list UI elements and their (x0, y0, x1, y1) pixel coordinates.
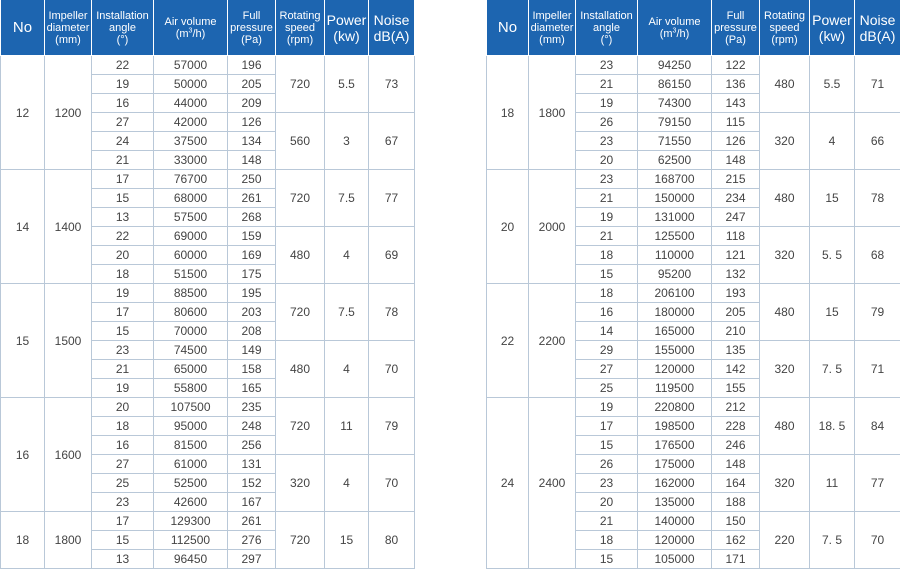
cell-full-pressure: 209 (228, 94, 276, 113)
cell-installation-angle: 20 (92, 398, 154, 417)
cell-installation-angle: 23 (92, 341, 154, 360)
table-row (1, 284, 415, 303)
cell-full-pressure: 167 (228, 493, 276, 512)
cell-noise: 78 (855, 170, 900, 227)
cell-installation-angle: 25 (576, 379, 638, 398)
cell-installation-angle: 23 (576, 132, 638, 151)
cell-full-pressure: 228 (712, 417, 760, 436)
cell-full-pressure: 215 (712, 170, 760, 189)
cell-no: 16 (1, 398, 45, 512)
cell-power: 7. 5 (810, 512, 855, 569)
cell-full-pressure: 159 (228, 227, 276, 246)
cell-full-pressure: 193 (712, 284, 760, 303)
cell-no: 24 (487, 398, 529, 569)
cell-installation-angle: 21 (92, 151, 154, 170)
cell-air-volume: 95000 (154, 417, 228, 436)
cell-power: 18. 5 (810, 398, 855, 455)
header-power: Power (kw) (810, 0, 855, 56)
cell-air-volume: 62500 (638, 151, 712, 170)
cell-impeller-diameter: 2200 (529, 284, 576, 398)
cell-installation-angle: 15 (92, 322, 154, 341)
cell-installation-angle: 27 (92, 113, 154, 132)
cell-full-pressure: 195 (228, 284, 276, 303)
cell-noise: 67 (369, 113, 415, 170)
cell-rotating-speed: 720 (276, 398, 325, 455)
cell-installation-angle: 16 (576, 303, 638, 322)
cell-full-pressure: 148 (712, 151, 760, 170)
cell-full-pressure: 247 (712, 208, 760, 227)
cell-full-pressure: 164 (712, 474, 760, 493)
cell-installation-angle: 26 (576, 455, 638, 474)
cell-full-pressure: 152 (228, 474, 276, 493)
cell-power: 5.5 (325, 56, 369, 113)
cell-air-volume: 86150 (638, 75, 712, 94)
cell-rotating-speed: 320 (760, 455, 810, 512)
cell-rotating-speed: 480 (760, 398, 810, 455)
cell-rotating-speed: 220 (760, 512, 810, 569)
cell-rotating-speed: 320 (276, 455, 325, 512)
cell-installation-angle: 20 (576, 493, 638, 512)
cell-full-pressure: 135 (712, 341, 760, 360)
cell-installation-angle: 17 (92, 170, 154, 189)
cell-impeller-diameter: 1800 (529, 56, 576, 170)
cell-noise: 79 (855, 284, 900, 341)
cell-noise: 68 (855, 227, 900, 284)
cell-installation-angle: 22 (92, 56, 154, 75)
cell-full-pressure: 261 (228, 512, 276, 531)
cell-air-volume: 112500 (154, 531, 228, 550)
cell-installation-angle: 23 (576, 474, 638, 493)
cell-full-pressure: 150 (712, 512, 760, 531)
table-row (487, 170, 900, 189)
cell-air-volume: 51500 (154, 265, 228, 284)
cell-full-pressure: 276 (228, 531, 276, 550)
cell-full-pressure: 155 (712, 379, 760, 398)
cell-rotating-speed: 480 (760, 56, 810, 113)
cell-installation-angle: 21 (576, 512, 638, 531)
cell-rotating-speed: 480 (276, 227, 325, 284)
header-air-volume: Air volume $(m^3/h)$ (154, 0, 228, 56)
header-impeller-diameter: Impeller diameter (mm) (45, 0, 92, 56)
cell-air-volume: 42000 (154, 113, 228, 132)
cell-full-pressure: 250 (228, 170, 276, 189)
cell-air-volume: 94250 (638, 56, 712, 75)
cell-full-pressure: 158 (228, 360, 276, 379)
cell-full-pressure: 126 (712, 132, 760, 151)
cell-installation-angle: 21 (92, 360, 154, 379)
cell-air-volume: 70000 (154, 322, 228, 341)
cell-power: 7. 5 (810, 341, 855, 398)
cell-rotating-speed: 320 (760, 227, 810, 284)
cell-air-volume: 50000 (154, 75, 228, 94)
cell-impeller-diameter: 1200 (45, 56, 92, 170)
cell-power: 5.5 (810, 56, 855, 113)
cell-power: 11 (810, 455, 855, 512)
cell-installation-angle: 18 (576, 246, 638, 265)
cell-power: 15 (325, 512, 369, 569)
cell-installation-angle: 13 (92, 550, 154, 569)
cell-full-pressure: 210 (712, 322, 760, 341)
cell-rotating-speed: 720 (276, 170, 325, 227)
cell-rotating-speed: 320 (760, 113, 810, 170)
header-row (1, 0, 415, 56)
header-power: Power (kw) (325, 0, 369, 56)
cell-air-volume: 140000 (638, 512, 712, 531)
cell-air-volume: 60000 (154, 246, 228, 265)
cell-full-pressure: 248 (228, 417, 276, 436)
cell-full-pressure: 148 (228, 151, 276, 170)
cell-power: 4 (325, 227, 369, 284)
cell-air-volume: 44000 (154, 94, 228, 113)
cell-air-volume: 74500 (154, 341, 228, 360)
cell-installation-angle: 18 (576, 284, 638, 303)
cell-power: 4 (810, 113, 855, 170)
header-impeller-diameter: Impeller diameter (mm) (529, 0, 576, 56)
cell-noise: 70 (855, 512, 900, 569)
cell-air-volume: 57000 (154, 56, 228, 75)
cell-installation-angle: 23 (92, 493, 154, 512)
cell-full-pressure: 212 (712, 398, 760, 417)
cell-air-volume: 37500 (154, 132, 228, 151)
cell-full-pressure: 246 (712, 436, 760, 455)
cell-installation-angle: 29 (576, 341, 638, 360)
cell-air-volume: 125500 (638, 227, 712, 246)
cell-installation-angle: 24 (92, 132, 154, 151)
cell-noise: 80 (369, 512, 415, 569)
cell-full-pressure: 132 (712, 265, 760, 284)
cell-full-pressure: 261 (228, 189, 276, 208)
cell-no: 12 (1, 56, 45, 170)
cell-installation-angle: 16 (92, 436, 154, 455)
header-full-pressure: Full pressure (Pa) (712, 0, 760, 56)
cell-full-pressure: 268 (228, 208, 276, 227)
cell-installation-angle: 20 (92, 246, 154, 265)
cell-air-volume: 42600 (154, 493, 228, 512)
cell-no: 20 (487, 170, 529, 284)
cell-installation-angle: 18 (92, 265, 154, 284)
header-no: No (487, 0, 529, 56)
cell-air-volume: 165000 (638, 322, 712, 341)
cell-air-volume: 198500 (638, 417, 712, 436)
fan-spec-table-left (0, 0, 415, 569)
cell-full-pressure: 208 (228, 322, 276, 341)
cell-installation-angle: 15 (576, 550, 638, 569)
cell-impeller-diameter: 1600 (45, 398, 92, 512)
table-row (487, 398, 900, 417)
cell-installation-angle: 27 (92, 455, 154, 474)
cell-air-volume: 105000 (638, 550, 712, 569)
cell-installation-angle: 16 (92, 94, 154, 113)
header-installation-angle: Installation angle (°) (92, 0, 154, 56)
cell-noise: 78 (369, 284, 415, 341)
cell-installation-angle: 15 (92, 531, 154, 550)
cell-air-volume: 76700 (154, 170, 228, 189)
cell-full-pressure: 203 (228, 303, 276, 322)
cell-full-pressure: 115 (712, 113, 760, 132)
cell-full-pressure: 171 (712, 550, 760, 569)
cell-air-volume: 95200 (638, 265, 712, 284)
cell-rotating-speed: 480 (760, 284, 810, 341)
cell-installation-angle: 13 (92, 208, 154, 227)
cell-full-pressure: 256 (228, 436, 276, 455)
header-rotating-speed: Rotating speed (rpm) (276, 0, 325, 56)
cell-air-volume: 96450 (154, 550, 228, 569)
cell-full-pressure: 131 (228, 455, 276, 474)
cell-impeller-diameter: 2000 (529, 170, 576, 284)
cell-air-volume: 180000 (638, 303, 712, 322)
cell-power: 15 (810, 170, 855, 227)
cell-installation-angle: 15 (576, 436, 638, 455)
cell-power: 3 (325, 113, 369, 170)
cell-noise: 77 (369, 170, 415, 227)
cell-full-pressure: 126 (228, 113, 276, 132)
cell-impeller-diameter: 2400 (529, 398, 576, 569)
cell-full-pressure: 235 (228, 398, 276, 417)
cell-installation-angle: 19 (576, 398, 638, 417)
cell-full-pressure: 297 (228, 550, 276, 569)
cell-air-volume: 131000 (638, 208, 712, 227)
cell-no: 14 (1, 170, 45, 284)
cell-noise: 66 (855, 113, 900, 170)
cell-air-volume: 80600 (154, 303, 228, 322)
cell-installation-angle: 17 (92, 303, 154, 322)
cell-rotating-speed: 480 (276, 341, 325, 398)
table-row (487, 56, 900, 75)
cell-installation-angle: 18 (92, 417, 154, 436)
cell-air-volume: 55800 (154, 379, 228, 398)
header-full-pressure: Full pressure (Pa) (228, 0, 276, 56)
cell-no: 18 (1, 512, 45, 569)
cell-noise: 73 (369, 56, 415, 113)
cell-air-volume: 220800 (638, 398, 712, 417)
cell-impeller-diameter: 1400 (45, 170, 92, 284)
cell-noise: 70 (369, 455, 415, 512)
cell-noise: 69 (369, 227, 415, 284)
cell-air-volume: 81500 (154, 436, 228, 455)
cell-installation-angle: 20 (576, 151, 638, 170)
table-row (1, 512, 415, 531)
cell-air-volume: 176500 (638, 436, 712, 455)
cell-full-pressure: 165 (228, 379, 276, 398)
cell-air-volume: 52500 (154, 474, 228, 493)
cell-installation-angle: 25 (92, 474, 154, 493)
cell-rotating-speed: 720 (276, 56, 325, 113)
cell-installation-angle: 14 (576, 322, 638, 341)
header-no: No (1, 0, 45, 56)
cell-full-pressure: 122 (712, 56, 760, 75)
cell-air-volume: 110000 (638, 246, 712, 265)
cell-rotating-speed: 480 (760, 170, 810, 227)
cell-air-volume: 69000 (154, 227, 228, 246)
cell-full-pressure: 136 (712, 75, 760, 94)
cell-installation-angle: 27 (576, 360, 638, 379)
cell-full-pressure: 134 (228, 132, 276, 151)
cell-air-volume: 168700 (638, 170, 712, 189)
cell-full-pressure: 148 (712, 455, 760, 474)
cell-power: 7.5 (325, 284, 369, 341)
cell-air-volume: 79150 (638, 113, 712, 132)
cell-full-pressure: 175 (228, 265, 276, 284)
cell-full-pressure: 149 (228, 341, 276, 360)
cell-air-volume: 120000 (638, 360, 712, 379)
cell-rotating-speed: 720 (276, 512, 325, 569)
cell-impeller-diameter: 1500 (45, 284, 92, 398)
cell-air-volume: 162000 (638, 474, 712, 493)
cell-air-volume: 68000 (154, 189, 228, 208)
cell-installation-angle: 19 (576, 208, 638, 227)
cell-power: 7.5 (325, 170, 369, 227)
cell-air-volume: 71550 (638, 132, 712, 151)
cell-noise: 71 (855, 56, 900, 113)
table-row (487, 284, 900, 303)
cell-installation-angle: 18 (576, 531, 638, 550)
header-row (487, 0, 900, 56)
cell-noise: 77 (855, 455, 900, 512)
cell-air-volume: 175000 (638, 455, 712, 474)
cell-no: 22 (487, 284, 529, 398)
cell-air-volume: 135000 (638, 493, 712, 512)
cell-installation-angle: 15 (576, 265, 638, 284)
cell-full-pressure: 188 (712, 493, 760, 512)
cell-full-pressure: 143 (712, 94, 760, 113)
cell-rotating-speed: 560 (276, 113, 325, 170)
table-row (1, 56, 415, 75)
cell-installation-angle: 26 (576, 113, 638, 132)
header-noise: Noise dB(A) (855, 0, 900, 56)
cell-installation-angle: 17 (92, 512, 154, 531)
cell-air-volume: 88500 (154, 284, 228, 303)
cell-installation-angle: 19 (92, 284, 154, 303)
table-body (1, 56, 415, 569)
cell-installation-angle: 21 (576, 227, 638, 246)
cell-installation-angle: 23 (576, 170, 638, 189)
cell-no: 18 (487, 56, 529, 170)
cell-power: 11 (325, 398, 369, 455)
table-row (1, 170, 415, 189)
cell-full-pressure: 205 (712, 303, 760, 322)
cell-air-volume: 155000 (638, 341, 712, 360)
cell-full-pressure: 142 (712, 360, 760, 379)
cell-noise: 71 (855, 341, 900, 398)
cell-power: 5. 5 (810, 227, 855, 284)
header-air-volume: Air volume $(m^3/h)$ (638, 0, 712, 56)
cell-noise: 84 (855, 398, 900, 455)
cell-air-volume: 74300 (638, 94, 712, 113)
cell-no: 15 (1, 284, 45, 398)
cell-installation-angle: 23 (576, 56, 638, 75)
cell-air-volume: 150000 (638, 189, 712, 208)
table-body (487, 56, 900, 569)
header-rotating-speed: Rotating speed (rpm) (760, 0, 810, 56)
cell-rotating-speed: 320 (760, 341, 810, 398)
cell-air-volume: 206100 (638, 284, 712, 303)
cell-air-volume: 119500 (638, 379, 712, 398)
header-installation-angle: Installation angle (°) (576, 0, 638, 56)
cell-installation-angle: 15 (92, 189, 154, 208)
cell-full-pressure: 205 (228, 75, 276, 94)
cell-installation-angle: 22 (92, 227, 154, 246)
cell-full-pressure: 234 (712, 189, 760, 208)
table-row (1, 398, 415, 417)
cell-impeller-diameter: 1800 (45, 512, 92, 569)
cell-power: 4 (325, 455, 369, 512)
cell-full-pressure: 196 (228, 56, 276, 75)
cell-air-volume: 61000 (154, 455, 228, 474)
cell-installation-angle: 21 (576, 75, 638, 94)
cell-air-volume: 57500 (154, 208, 228, 227)
cell-full-pressure: 121 (712, 246, 760, 265)
cell-full-pressure: 169 (228, 246, 276, 265)
cell-installation-angle: 17 (576, 417, 638, 436)
cell-full-pressure: 118 (712, 227, 760, 246)
cell-power: 15 (810, 284, 855, 341)
fan-spec-table-right (486, 0, 900, 569)
cell-power: 4 (325, 341, 369, 398)
cell-full-pressure: 162 (712, 531, 760, 550)
cell-installation-angle: 21 (576, 189, 638, 208)
cell-installation-angle: 19 (576, 94, 638, 113)
cell-air-volume: 65000 (154, 360, 228, 379)
header-noise: Noise dB(A) (369, 0, 415, 56)
cell-installation-angle: 19 (92, 379, 154, 398)
cell-noise: 79 (369, 398, 415, 455)
cell-rotating-speed: 720 (276, 284, 325, 341)
cell-air-volume: 107500 (154, 398, 228, 417)
cell-air-volume: 129300 (154, 512, 228, 531)
cell-air-volume: 120000 (638, 531, 712, 550)
cell-installation-angle: 19 (92, 75, 154, 94)
cell-noise: 70 (369, 341, 415, 398)
cell-air-volume: 33000 (154, 151, 228, 170)
